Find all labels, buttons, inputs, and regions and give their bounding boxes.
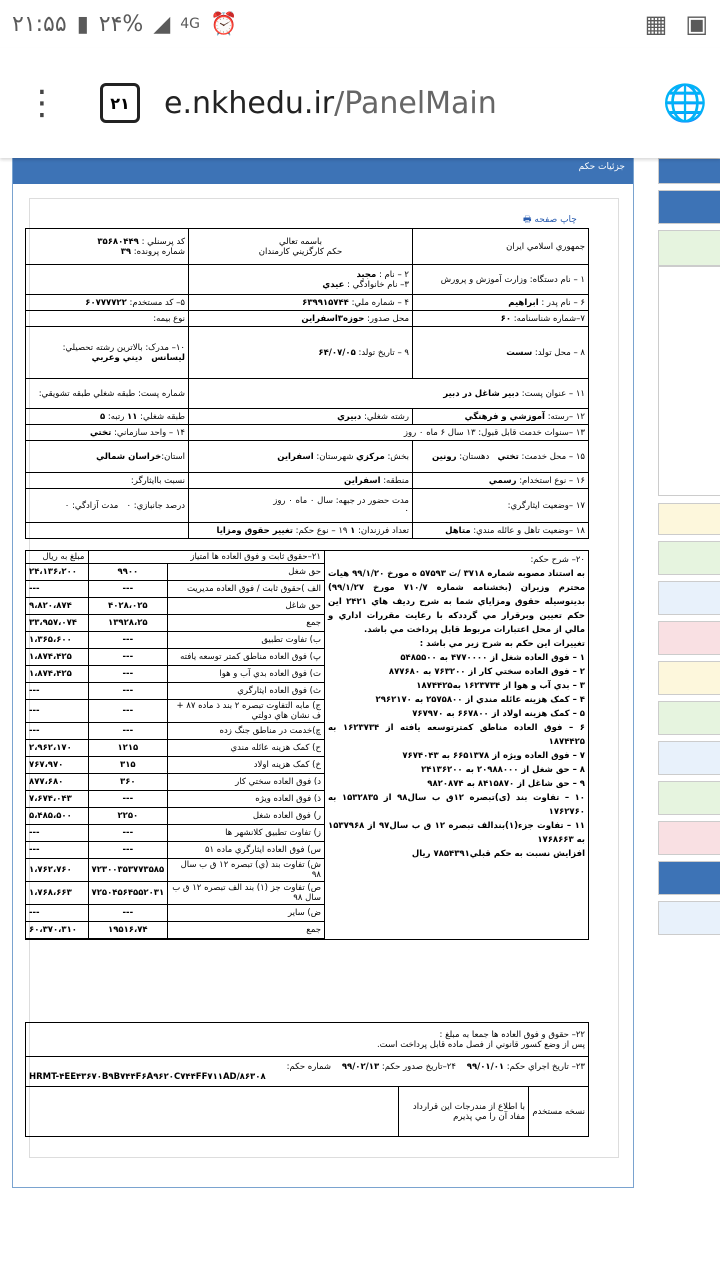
salary-amount: ۳۳،۹۵۷،۰۷۴ <box>26 615 88 632</box>
grade: ۱۱ <box>127 411 138 422</box>
decree-kind: تغيير حقوق ومزايا <box>216 525 293 536</box>
issue-date: ۹۹/۰۲/۱۳ <box>341 1061 380 1072</box>
city: اسفراين <box>277 451 314 462</box>
bdate-label: ۹ – تاريخ تولد: <box>358 347 409 358</box>
region: اسفراين <box>344 475 381 486</box>
salary-score: ۹۹۰۰ <box>88 564 168 581</box>
class-label: طبقه شغلي <box>93 388 136 399</box>
salary-score: --- <box>88 905 168 922</box>
salary-amount: ۲،۹۶۲،۱۷۰ <box>26 740 88 757</box>
village: رونين <box>432 451 457 462</box>
salary-row <box>26 581 324 598</box>
salary-amount: --- <box>26 723 88 740</box>
salary-row <box>26 842 324 859</box>
side-list <box>658 266 720 496</box>
side-tab-green-4[interactable] <box>658 781 720 815</box>
family-label: ۳– نام خانوادگي : <box>347 279 409 290</box>
marital-status: متاهل <box>445 525 471 536</box>
rank-label: رتبه: <box>107 411 125 422</box>
salary-label: جمع <box>168 615 324 632</box>
disability-pct: درصد جانبازي: ۰ <box>126 500 185 511</box>
change-item: ۴ – کمک هزينه عائله مندي از ۲۵۷۵۸۰۰ به ۲۹۶۲۱۷۰ <box>375 695 585 705</box>
salary-row <box>26 791 324 808</box>
salary-score: ۱۲۱۵ <box>88 740 168 757</box>
personnel-label: کد پرسنلي : <box>141 236 185 247</box>
salary-label: ش) تفاوت بند (ي) تبصره ۱۲ ق ب سال ۹۸ <box>168 859 324 882</box>
menu-icon[interactable]: ⋮ <box>25 83 59 123</box>
salary-amount: --- <box>26 842 88 859</box>
category: آموزشي و فرهنگي <box>464 411 545 422</box>
side-tab-green-3[interactable] <box>658 701 720 735</box>
salary-amount: --- <box>26 905 88 922</box>
network-type: 4G <box>180 16 201 32</box>
salary-label: پ) فوق العاده مناطق کمتر توسعه يافته <box>168 649 324 666</box>
city-label: شهرستان: <box>316 451 354 462</box>
salary-row <box>26 723 324 740</box>
salary-row <box>26 615 324 632</box>
change-item: ۲ – فوق العاده سختي کار از ۷۶۳۲۰۰ به ۸۷۷۶۸۰ <box>388 667 585 677</box>
salary-row <box>26 740 324 757</box>
field-label: رشته تحصيلي: <box>62 342 115 353</box>
print-link[interactable] <box>523 212 577 228</box>
salary-label: ج) مابه التفاوت تبصره ۲ بند ذ ماده ۸۷ + ف نشان هاي دولتي <box>168 700 324 723</box>
salary-score: ۴۰۲۸،۰۲۵ <box>88 598 168 615</box>
salary-amount: --- <box>26 700 88 723</box>
father-name: ابراهيم <box>508 297 539 308</box>
issue-place: حوزه۳اسفراين <box>301 313 365 324</box>
motto: باسمه تعالي <box>279 236 322 247</box>
acknowledgement: با اطلاع از مندرجات اين قرارداد مفاد آن را مي پذيرم <box>399 1087 529 1137</box>
salary-row <box>26 700 324 723</box>
degree: ليسانس <box>151 352 185 363</box>
salary-row <box>26 859 324 882</box>
salary-score: ۱۳۹۲۸،۲۵ <box>88 615 168 632</box>
url-path: /PanelMain <box>334 85 497 121</box>
service-years: ۱۳ –سنوات خدمت قابل قبول: ۱۳ سال ۶ ماه ۰ روز <box>189 425 589 441</box>
salary-amount: --- <box>26 683 88 700</box>
salary-label: د) فوق العاده سختي کار <box>168 774 324 791</box>
salary-label: ب) تفاوت تطبيق <box>168 632 324 649</box>
decree-no-label: شماره حکم: <box>286 1061 331 1072</box>
salary-amount: --- <box>26 581 88 598</box>
battery-level: ۲۴% <box>98 11 144 37</box>
salary-amount: ۵،۴۸۵،۵۰۰ <box>26 808 88 825</box>
salary-score: --- <box>88 666 168 683</box>
file-label: شماره پرونده: <box>133 246 185 257</box>
globe-icon[interactable]: 🌐 <box>662 83 708 124</box>
side-menu <box>658 158 720 958</box>
veteran-status-label: ۱۷ –وضعيت ايثارگري: <box>413 489 589 523</box>
salary-row <box>26 649 324 666</box>
exec-date-label: ۲۳– تاريخ اجراي حکم: <box>506 1061 585 1072</box>
file-no: ۳۹ <box>120 246 132 257</box>
salary-label: ض) ساير <box>168 905 324 922</box>
salary-score: --- <box>88 632 168 649</box>
side-tab-pink[interactable] <box>658 621 720 655</box>
national-id: ۶۳۹۹۱۵۷۴۴ <box>302 297 349 308</box>
decree-header-table <box>25 228 589 539</box>
salary-label: ر) فوق العاده شغل <box>168 808 324 825</box>
side-tab-blue-3[interactable] <box>658 861 720 895</box>
image-icon: ▣ <box>685 10 708 38</box>
salary-label: ز) تفاوت تطبيق کلانشهر ها <box>168 825 324 842</box>
side-tab-pink-2[interactable] <box>658 821 720 855</box>
salary-label: الف )حقوق ثابت / فوق العاده مديريت <box>168 581 324 598</box>
side-tab-lightblue[interactable] <box>658 581 720 615</box>
salary-score: ۱۹۵۱۶،۷۴ <box>88 922 168 939</box>
salary-amount: ۲۴،۱۳۶،۲۰۰ <box>26 564 88 581</box>
salary-row <box>26 683 324 700</box>
changes-title: تغييرات اين حکم به شرح زير مي باشد : <box>419 639 585 649</box>
salary-row <box>26 598 324 615</box>
salary-amount: ۷۶۷،۹۷۰ <box>26 757 88 774</box>
print-label: چاپ صفحه <box>534 215 577 225</box>
side-tab-blue[interactable] <box>658 158 720 184</box>
decree-footer-table <box>25 1022 589 1137</box>
signal-icon: ◢ <box>153 11 171 37</box>
change-item: ۳ – بدي آب و هوا از ۱۶۲۳۷۳۴ به۱۸۷۴۴۲۵ <box>416 681 585 691</box>
salary-amount: ۱،۷۶۸،۶۶۳ <box>26 882 88 905</box>
salary-title: ۲۱–حقوق ثابت و فوق العاده ها امتياز <box>88 551 324 564</box>
salary-row <box>26 882 324 905</box>
salary-label: ت) فوق العاده بدي آب و هوا <box>168 666 324 683</box>
salary-amount: ۱،۸۷۴،۴۲۵ <box>26 649 88 666</box>
ratio-label: نسبت باايثارگر: <box>26 473 189 489</box>
decree-panel <box>12 158 634 1188</box>
change-item: ۸ – حق شغل از ۲۰۹۸۸۰۰۰ به ۲۴۱۳۶۲۰۰ <box>421 765 585 775</box>
exec-date: ۹۹/۰۱/۰۱ <box>466 1061 505 1072</box>
birth-place: سست <box>506 347 533 358</box>
tab-switcher-button[interactable]: ۲۱ <box>100 83 140 123</box>
decree-number: HRMT-۴EE۴۳۶۷۰B۹B۷۴۴F۶A۹۶۲۰C۷۴۴FF۷۱۱AD/۸۶۳۰۸ <box>29 1071 266 1082</box>
front-value: ۰ <box>404 505 409 516</box>
unit-label: ۱۴ – واحد سازماني: <box>114 427 185 438</box>
org-name: ۱ – نام دستگاه: وزارت آموزش و پرورش <box>413 265 589 295</box>
change-item: ۱۱ – تفاوت جزء(۱)بندالف تبصره ۱۲ ق ب سال۹۷ از ۱۵۳۷۹۶۸ به ۱۷۶۸۶۶۳ <box>328 821 585 845</box>
salary-label: حق شغل <box>168 564 324 581</box>
changes-list <box>328 651 585 861</box>
grade-label: طبقه شغلي: <box>140 411 185 422</box>
birth-date: ۶۴/۰۷/۰۵ <box>318 347 356 358</box>
emptype-label: ۱۶ – نوع استخدام: <box>519 475 585 486</box>
side-tab-lightblue-3[interactable] <box>658 901 720 935</box>
salary-label: خ) کمک هزينه اولاد <box>168 757 324 774</box>
battery-icon: ▮ <box>76 11 89 37</box>
salary-amount: ۸۷۷،۶۸۰ <box>26 774 88 791</box>
clock: ۲۱:۵۵ <box>12 11 67 37</box>
village-label: دهستان: <box>459 451 490 462</box>
side-tab-yellow-2[interactable] <box>658 661 720 695</box>
salary-score: ۲۲۵۰ <box>88 808 168 825</box>
edu-level: بالاترين <box>116 342 143 353</box>
salary-label: ص) تفاوت جز (۱) بند الف تبصره ۱۲ ق ب سال ۹۸ <box>168 882 324 905</box>
cert-label: ۷–شماره شناسنامه: <box>513 313 585 324</box>
children-count: ۱ <box>350 525 356 536</box>
freedom-duration: مدت آزادگي: ۰ <box>64 500 119 511</box>
first-name: مجيد <box>356 269 377 280</box>
change-item: ۶ – فوق العاده مناطق کمترتوسعه يافته از ۱۶۲۳۷۳۴ به ۱۸۷۴۴۲۵ <box>328 723 585 747</box>
place-label: ۱۵ – محل خدمت: <box>521 451 585 462</box>
side-tab-green-2[interactable] <box>658 541 720 575</box>
desc-text: به استناد مصوبه شماره ۳۷۱۸ /ت ۵۷۵۹۳ ه مورخ ۹۹/۱/۲۰ هيات محترم وزيران (بخشنامه شماره ۷۱۰/۷ مورخ ۹۹/۱/۲۷) بدينوسيله حقوق ومزاياي شما به شرح رديف هاي ۲۴۲۱ اين حکم تعيين وبرقرار مي گرددکه با رعايت مقررات اداري و مالي از محل اعتبارات مربوط قابل پرداخت مي باشد. <box>328 569 585 635</box>
side-tab-green[interactable] <box>658 230 720 266</box>
salary-score: --- <box>88 649 168 666</box>
salary-score: --- <box>88 700 168 723</box>
insurance-label: نوع بيمه: <box>26 311 189 327</box>
family-name: عيدي <box>322 279 345 290</box>
total-label: ۲۲– حقوق و فوق العاده ها جمعا به مبلغ : <box>439 1029 585 1040</box>
salary-row <box>26 922 324 939</box>
salary-label: جمع <box>168 922 324 939</box>
address-bar[interactable] <box>164 86 650 121</box>
post-no-label: شماره پست: <box>137 388 185 399</box>
name-label: ۲ – نام : <box>378 269 409 280</box>
front-duration: مدت حضور در جبهه: سال ۰ ماه ۰ روز <box>273 495 409 506</box>
salary-score: ۷۲۵۰۴۵۶۴۵۵۲۰۳۱ <box>88 882 168 905</box>
salary-row <box>26 666 324 683</box>
edu-label: ۱۰– مدرک: <box>145 342 185 353</box>
side-tab-lightblue-2[interactable] <box>658 741 720 775</box>
children-label: تعداد فرزندان: <box>358 525 409 536</box>
decree-body-table <box>25 550 589 940</box>
study-field: ديني وعربي <box>91 352 143 363</box>
salary-row <box>26 564 324 581</box>
salary-row <box>26 808 324 825</box>
province-label: استان: <box>161 451 185 462</box>
url-host: e.nkhedu.ir <box>164 85 335 121</box>
cert-no: ۶۰ <box>500 313 512 324</box>
salary-label: س) فوق العاده ايثارگري ماده ۵۱ <box>168 842 324 859</box>
father-label: ۶ – نام پدر : <box>541 297 585 308</box>
personnel-no: ۳۵۶۸۰۴۴۹ <box>97 236 139 247</box>
salary-score: --- <box>88 791 168 808</box>
salary-amount: ۱،۷۶۲،۷۶۰ <box>26 859 88 882</box>
amount-header: مبلغ به ريال <box>26 551 88 564</box>
salary-score: --- <box>88 683 168 700</box>
side-tab-blue-2[interactable] <box>658 190 720 224</box>
desc-title: ۲۰– شرح حکم: <box>530 555 585 565</box>
org-unit: تختي <box>89 427 112 438</box>
printer-icon: 🖶 <box>523 215 532 225</box>
province: خراسان شمالي <box>96 451 162 462</box>
change-item: ۱۰ – تفاوت بند (ی)تبصره ۱۲ق ب سال۹۸ از ۱۵۳۲۸۳۵ به ۱۷۶۲۷۶۰ <box>328 793 585 817</box>
issue-date-label: ۲۴–تاريخ صدور حکم: <box>381 1061 456 1072</box>
salary-label: ذ) فوق العاده ويژه <box>168 791 324 808</box>
type-label: ۱۹ – نوع حکم: <box>295 525 348 536</box>
marital-label: ۱۸ –وضعيت تاهل و عائله مندي: <box>473 525 585 536</box>
emp-label: ۵– کد مستخدم: <box>129 297 185 308</box>
salary-label: ث) فوق العاده ايثارگري <box>168 683 324 700</box>
employee-copy: نسخه مستخدم <box>529 1087 589 1137</box>
decree-type: حکم کارگزيني کارمندان <box>258 246 343 257</box>
salary-score: --- <box>88 825 168 842</box>
panel-title: جزئیات حکم <box>13 158 633 184</box>
salary-score: --- <box>88 842 168 859</box>
salary-amount: ۱،۸۷۴،۴۲۵ <box>26 666 88 683</box>
region-label: منطقه: <box>383 475 409 486</box>
salary-label: ح) کمک هزينه عائله مندي <box>168 740 324 757</box>
salary-row <box>26 757 324 774</box>
salary-row <box>26 774 324 791</box>
post-label: ۱۱ – عنوان پست: <box>521 388 585 399</box>
work-place: تختي <box>497 451 519 462</box>
job-field: دبيري <box>337 411 362 422</box>
salary-label: چ)خدمت در مناطق جنگ زده <box>168 723 324 740</box>
gallery-icon: ▦ <box>644 10 668 38</box>
salary-score: ۳۶۰ <box>88 774 168 791</box>
change-item: ۵ – کمک هزينه اولاد از ۶۶۷۸۰۰ به ۷۶۷۹۷۰ <box>412 709 585 719</box>
salary-score: ۳۱۵ <box>88 757 168 774</box>
issue-label: محل صدور: <box>367 313 409 324</box>
post-title: دبير شاغل در دبير <box>443 388 519 399</box>
browser-toolbar <box>0 48 720 158</box>
cat-label: ۱۲ –رسته: <box>547 411 585 422</box>
salary-amount: --- <box>26 825 88 842</box>
change-item: ۱ – فوق العاده شغل از ۴۷۷۰۰۰۰ به ۵۴۸۵۵۰۰ <box>400 653 585 663</box>
part: مرکزي <box>356 451 385 462</box>
salary-amount: ۹،۸۲۰،۸۷۴ <box>26 598 88 615</box>
deduction-note: پس از وضع کسور قانوني از فصل ماده قابل پرداخت است. <box>376 1039 585 1050</box>
page-bottom <box>0 1196 720 1280</box>
description <box>328 553 585 861</box>
salary-amount: ۶۰،۳۷۰،۳۱۰ <box>26 922 88 939</box>
alarm-icon: ⏰ <box>210 11 238 37</box>
nid-label: ۴ – شماره ملي: <box>351 297 409 308</box>
salary-amount: ۱،۳۶۵،۶۰۰ <box>26 632 88 649</box>
salary-amount: ۷،۶۷۴،۰۴۳ <box>26 791 88 808</box>
birth-label: ۸ – محل تولد: <box>534 347 585 358</box>
change-item: ۷ – فوق العاده ويژه از ۶۶۵۱۳۷۸ به ۷۶۷۴۰۴۳ <box>402 751 585 761</box>
salary-label: حق شاغل <box>168 598 324 615</box>
salary-score: --- <box>88 581 168 598</box>
job-label: رشته شغلي: <box>363 411 409 422</box>
employee-code: ۶۰۷۷۷۷۲۲ <box>85 297 127 308</box>
country-name: جمهوري اسلامي ايران <box>506 241 585 252</box>
part-label: بخش: <box>387 451 409 462</box>
enc-label: طبقه تشويقي: <box>38 388 91 399</box>
salary-row <box>26 632 324 649</box>
salary-score: ۷۲۳۰۰۳۵۳۷۷۳۵۸۵ <box>88 859 168 882</box>
employment-type: رسمي <box>488 475 517 486</box>
change-item: افزايش نسبت به حکم قبلي۷۸۵۴۳۹۱ ريال <box>411 849 585 859</box>
salary-row <box>26 825 324 842</box>
change-item: ۹ – حق شاغل از ۸۴۱۵۸۷۰ به ۹۸۲۰۸۷۴ <box>427 779 585 789</box>
rank: ۵ <box>99 411 106 422</box>
salary-row <box>26 905 324 922</box>
salary-table <box>26 551 324 939</box>
side-tab-yellow[interactable] <box>658 503 720 535</box>
status-bar <box>0 0 720 48</box>
salary-score: --- <box>88 723 168 740</box>
